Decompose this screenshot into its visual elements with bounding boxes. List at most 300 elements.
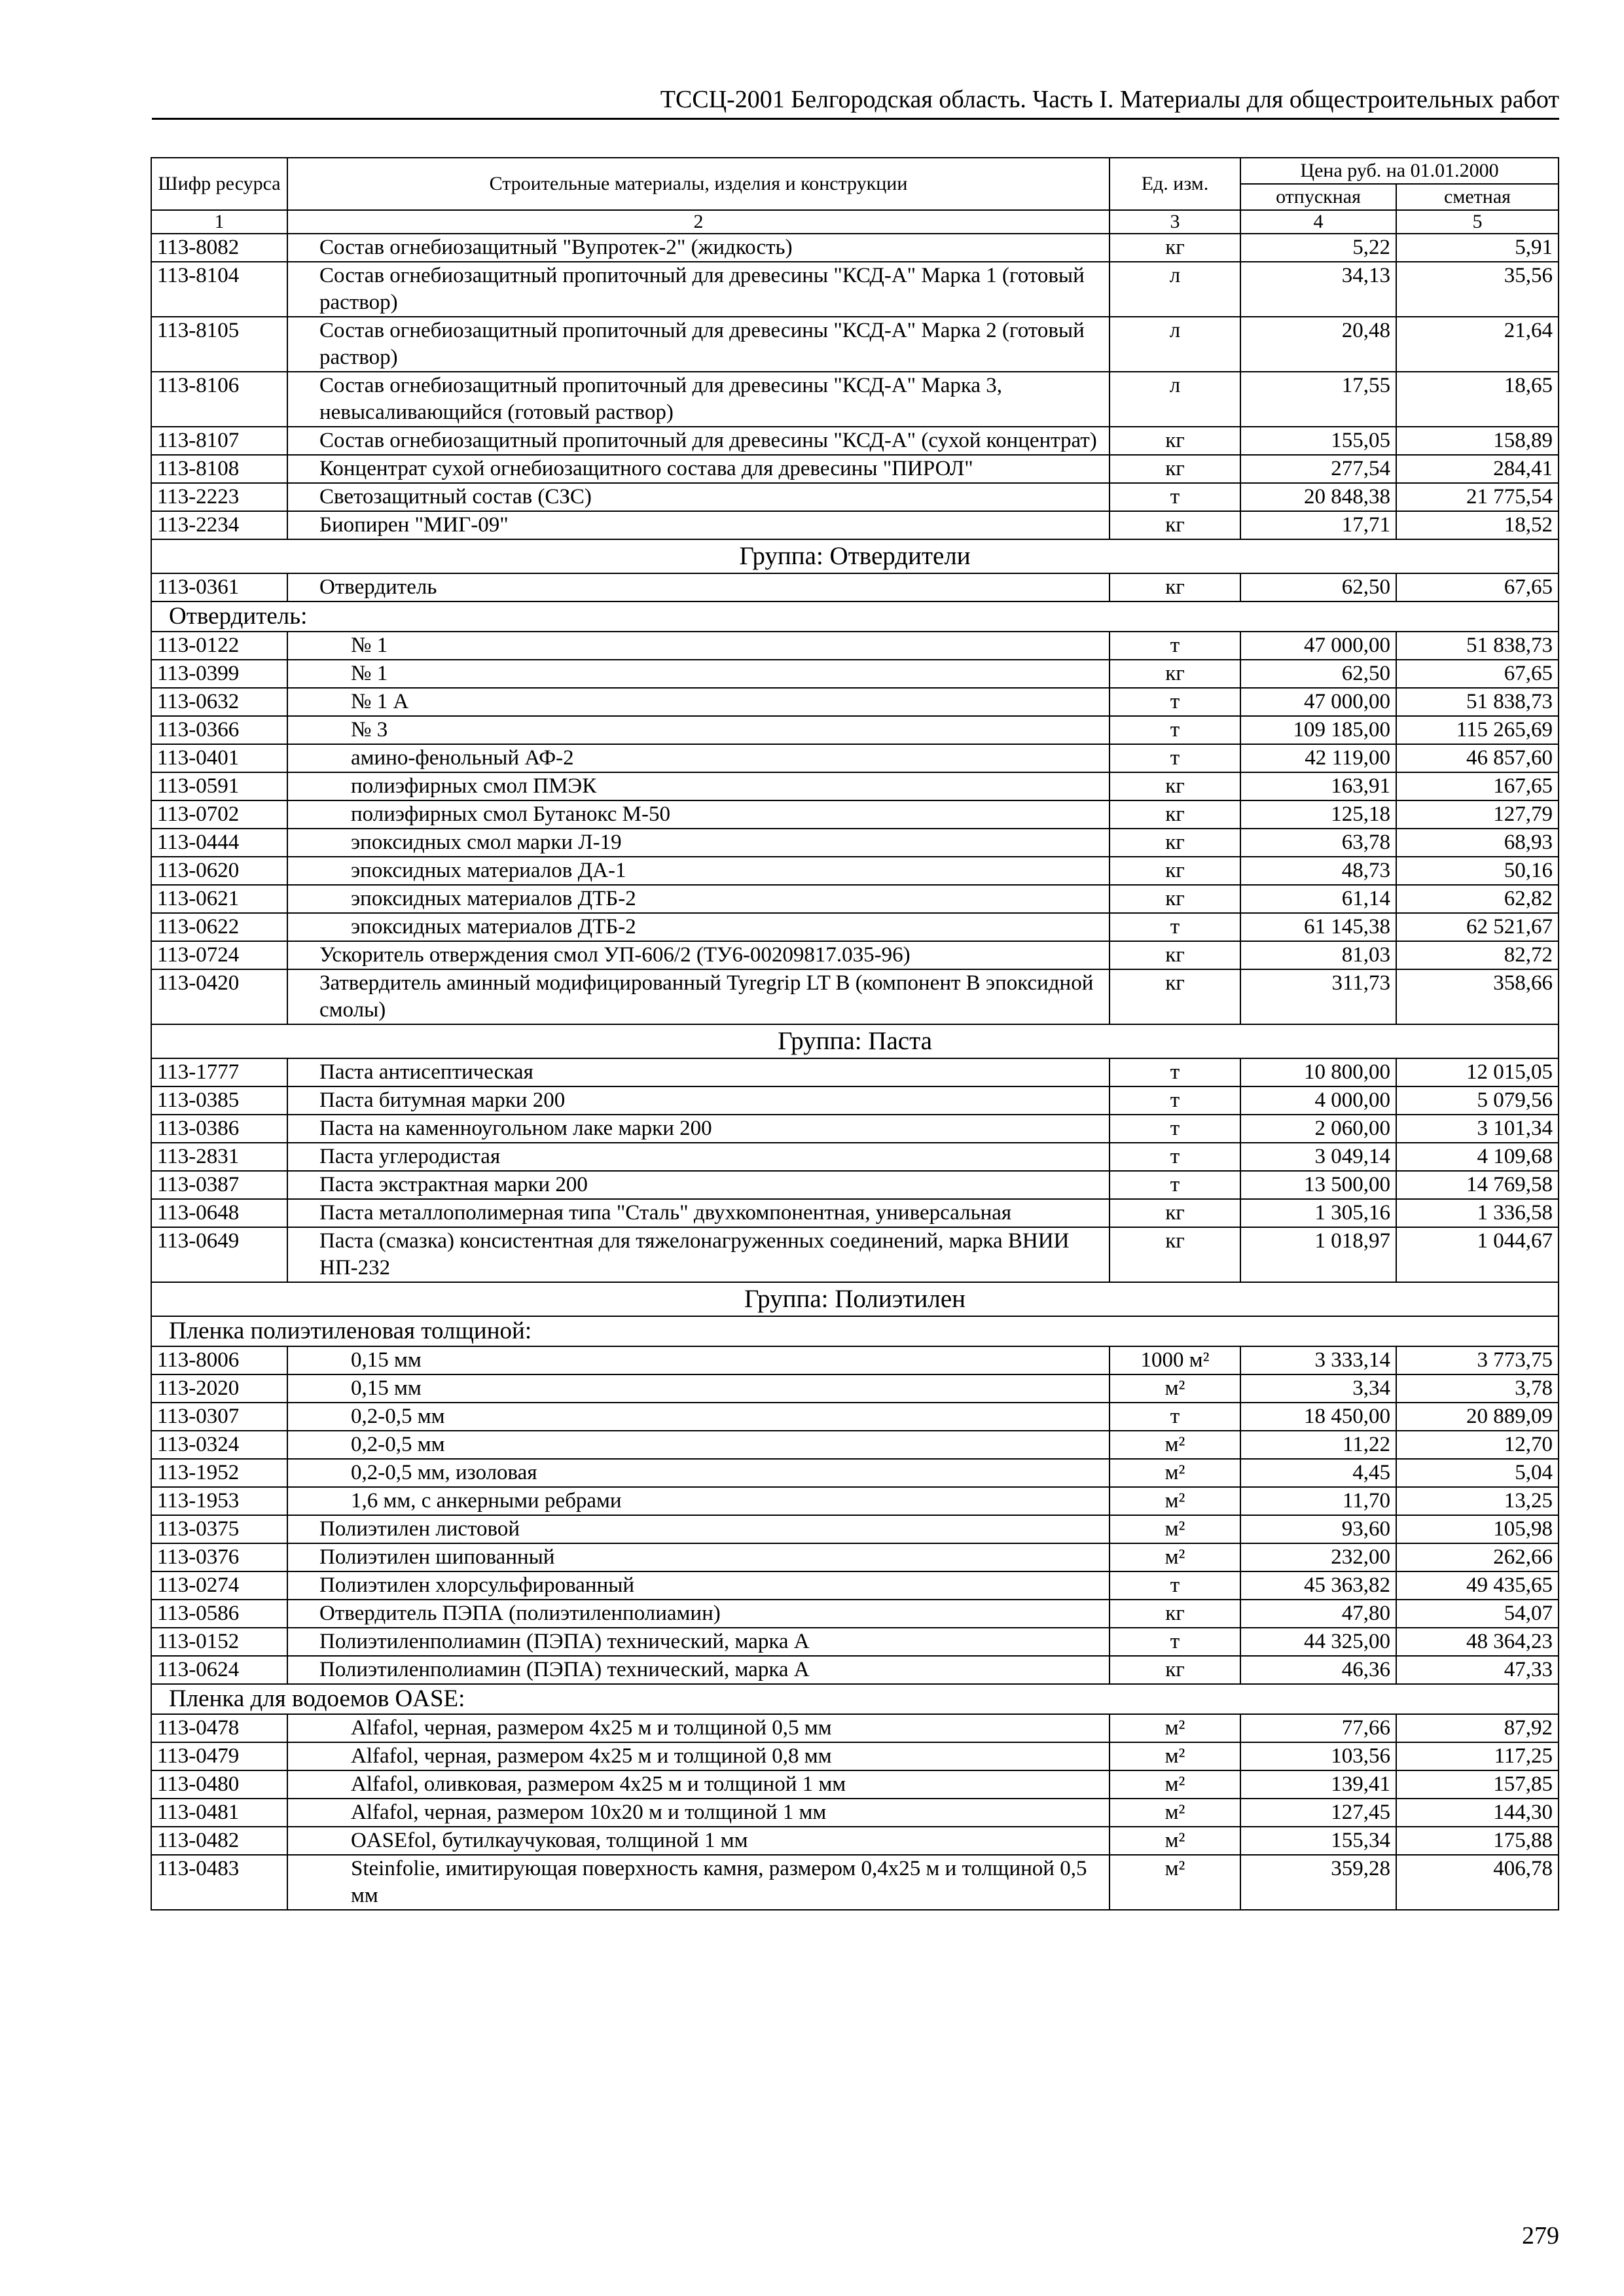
price-estimate-cell: 4 109,68 [1396,1143,1559,1171]
material-name-cell: Состав огнебиозащитный пропиточный для древесины "КСД-А" Марка 3, невысаливающийся (готовый раствор) [287,372,1110,427]
resource-code-cell: 113-0366 [151,716,287,744]
resource-code-cell: 113-0621 [151,885,287,913]
price-release-cell: 109 185,00 [1240,716,1396,744]
price-release-cell: 61 145,38 [1240,913,1396,941]
unit-cell: м² [1110,1374,1240,1403]
table-row [151,885,1559,913]
resource-code-cell: 113-0622 [151,913,287,941]
group-row [151,539,1559,573]
price-estimate-cell: 62,82 [1396,885,1559,913]
price-release-cell: 62,50 [1240,573,1396,601]
unit-cell: м² [1110,1543,1240,1571]
subgroup-row [151,1316,1559,1346]
unit-cell: л [1110,262,1240,317]
price-release-cell: 77,66 [1240,1714,1396,1742]
material-name-cell: Состав огнебиозащитный пропиточный для древесины "КСД-А" Марка 1 (готовый раствор) [287,262,1110,317]
table-row [151,941,1559,969]
price-release-cell: 63,78 [1240,829,1396,857]
unit-cell: т [1110,1171,1240,1199]
price-estimate-cell: 12,70 [1396,1431,1559,1459]
table-row [151,1199,1559,1227]
table-header [151,158,1559,234]
resource-code-cell: 113-8006 [151,1346,287,1374]
table-row [151,317,1559,372]
price-release-cell: 45 363,82 [1240,1571,1396,1600]
price-estimate-cell: 3,78 [1396,1374,1559,1403]
resource-code-cell: 113-8108 [151,455,287,483]
price-estimate-cell: 87,92 [1396,1714,1559,1742]
resource-code-cell: 113-0307 [151,1403,287,1431]
unit-cell: т [1110,632,1240,660]
table-row [151,573,1559,601]
material-name-cell: 1,6 мм, с анкерными ребрами [287,1487,1110,1515]
price-estimate-cell: 167,65 [1396,772,1559,800]
material-name-cell: Отвердитель [287,573,1110,601]
resource-code-cell: 113-8105 [151,317,287,372]
table-row [151,1515,1559,1543]
unit-cell: т [1110,688,1240,716]
page-header-title: ТССЦ-2001 Белгородская область. Часть I. Материалы для общестроительных работ [152,84,1559,120]
resource-code-cell: 113-0480 [151,1770,287,1799]
price-estimate-cell: 20 889,09 [1396,1403,1559,1431]
price-estimate-cell: 68,93 [1396,829,1559,857]
subgroup-title: Пленка полиэтиленовая толщиной: [151,1316,1559,1346]
price-release-cell: 44 325,00 [1240,1628,1396,1656]
price-estimate-cell: 358,66 [1396,969,1559,1024]
price-estimate-cell: 48 364,23 [1396,1628,1559,1656]
material-name-cell: Полиэтилен хлорсульфированный [287,1571,1110,1600]
table-row [151,1086,1559,1115]
material-name-cell: Полиэтиленполиамин (ПЭПА) технический, марка А [287,1656,1110,1684]
price-estimate-cell: 13,25 [1396,1487,1559,1515]
table-row [151,1227,1559,1282]
table-row [151,455,1559,483]
table-row [151,632,1559,660]
group-title: Группа: Отвердители [151,539,1559,573]
material-name-cell: Паста экстрактная марки 200 [287,1171,1110,1199]
unit-cell: кг [1110,427,1240,455]
unit-cell: кг [1110,511,1240,539]
price-estimate-cell: 54,07 [1396,1600,1559,1628]
price-estimate-cell: 175,88 [1396,1827,1559,1855]
price-estimate-cell: 21,64 [1396,317,1559,372]
price-release-cell: 20,48 [1240,317,1396,372]
table-row [151,1346,1559,1374]
table-row [151,1742,1559,1770]
price-release-cell: 10 800,00 [1240,1058,1396,1086]
table-row [151,1487,1559,1515]
material-name-cell: полиэфирных смол Бутанокс М-50 [287,800,1110,829]
table-row [151,1799,1559,1827]
table-row [151,1770,1559,1799]
resource-code-cell: 113-0376 [151,1543,287,1571]
price-estimate-cell: 117,25 [1396,1742,1559,1770]
unit-cell: т [1110,1058,1240,1086]
table-row [151,1600,1559,1628]
resource-code-cell: 113-0386 [151,1115,287,1143]
page-number: 279 [1522,2222,1559,2250]
unit-cell: т [1110,1115,1240,1143]
price-release-cell: 48,73 [1240,857,1396,885]
price-estimate-cell: 1 044,67 [1396,1227,1559,1282]
unit-cell: кг [1110,829,1240,857]
resource-code-cell: 113-0399 [151,660,287,688]
material-name-cell: 0,15 мм [287,1374,1110,1403]
unit-cell: м² [1110,1487,1240,1515]
unit-cell: т [1110,1143,1240,1171]
material-name-cell: Полиэтилен листовой [287,1515,1110,1543]
resource-code-cell: 113-0375 [151,1515,287,1543]
subgroup-title: Пленка для водоемов OASE: [151,1684,1559,1714]
resource-code-cell: 113-0444 [151,829,287,857]
unit-cell: кг [1110,1656,1240,1684]
resource-code-cell: 113-8104 [151,262,287,317]
price-release-cell: 11,22 [1240,1431,1396,1459]
price-release-cell: 93,60 [1240,1515,1396,1543]
material-name-cell: Паста на каменноугольном лаке марки 200 [287,1115,1110,1143]
price-release-cell: 20 848,38 [1240,483,1396,511]
unit-cell: м² [1110,1827,1240,1855]
unit-cell: м² [1110,1742,1240,1770]
table-row [151,857,1559,885]
group-title: Группа: Паста [151,1024,1559,1058]
unit-cell: т [1110,1403,1240,1431]
price-estimate-cell: 5,91 [1396,234,1559,262]
resource-code-cell: 113-0632 [151,688,287,716]
price-estimate-cell: 5 079,56 [1396,1086,1559,1115]
price-estimate-cell: 115 265,69 [1396,716,1559,744]
table-row [151,829,1559,857]
material-name-cell: эпоксидных смол марки Л-19 [287,829,1110,857]
table-row [151,511,1559,539]
table-row [151,772,1559,800]
price-estimate-cell: 47,33 [1396,1656,1559,1684]
unit-cell: м² [1110,1770,1240,1799]
table-row [151,1459,1559,1487]
material-name-cell: Светозащитный состав (СЗС) [287,483,1110,511]
unit-cell: кг [1110,660,1240,688]
material-name-cell: № 1 А [287,688,1110,716]
material-name-cell: 0,15 мм [287,1346,1110,1374]
resource-code-cell: 113-0482 [151,1827,287,1855]
table-row [151,969,1559,1024]
table-body [151,234,1559,1910]
unit-cell: кг [1110,1227,1240,1282]
resource-code-cell: 113-1952 [151,1459,287,1487]
resource-code-cell: 113-1777 [151,1058,287,1086]
unit-cell: кг [1110,455,1240,483]
price-release-cell: 18 450,00 [1240,1403,1396,1431]
price-release-cell: 359,28 [1240,1855,1396,1910]
price-release-cell: 47,80 [1240,1600,1396,1628]
price-estimate-cell: 82,72 [1396,941,1559,969]
price-release-cell: 4,45 [1240,1459,1396,1487]
material-name-cell: Паста битумная марки 200 [287,1086,1110,1115]
resource-code-cell: 113-0478 [151,1714,287,1742]
price-release-cell: 13 500,00 [1240,1171,1396,1199]
unit-cell: т [1110,483,1240,511]
resource-code-cell: 113-0152 [151,1628,287,1656]
price-release-cell: 81,03 [1240,941,1396,969]
table-row [151,234,1559,262]
price-release-cell: 155,05 [1240,427,1396,455]
material-name-cell: Паста металлополимерная типа "Сталь" двухкомпонентная, универсальная [287,1199,1110,1227]
unit-cell: т [1110,1086,1240,1115]
price-release-cell: 47 000,00 [1240,688,1396,716]
unit-cell: т [1110,1628,1240,1656]
price-release-cell: 46,36 [1240,1656,1396,1684]
resource-code-cell: 113-0649 [151,1227,287,1282]
price-release-cell: 1 018,97 [1240,1227,1396,1282]
table-row [151,744,1559,772]
col-number: 1 [151,210,287,234]
price-estimate-cell: 14 769,58 [1396,1171,1559,1199]
price-estimate-cell: 62 521,67 [1396,913,1559,941]
price-release-cell: 17,55 [1240,372,1396,427]
price-estimate-cell: 18,65 [1396,372,1559,427]
resource-code-cell: 113-0274 [151,1571,287,1600]
resource-code-cell: 113-2223 [151,483,287,511]
price-estimate-cell: 3 101,34 [1396,1115,1559,1143]
material-name-cell: Состав огнебиозащитный пропиточный для древесины "КСД-А" (сухой концентрат) [287,427,1110,455]
price-estimate-cell: 1 336,58 [1396,1199,1559,1227]
unit-cell: л [1110,317,1240,372]
price-release-cell: 127,45 [1240,1799,1396,1827]
table-row [151,1827,1559,1855]
material-name-cell: OASEfol, бутилкаучуковая, толщиной 1 мм [287,1827,1110,1855]
resource-code-cell: 113-0420 [151,969,287,1024]
material-name-cell: Ускоритель отверждения смол УП-606/2 (ТУ6-00209817.035-96) [287,941,1110,969]
material-name-cell: 0,2-0,5 мм [287,1431,1110,1459]
price-table [151,157,1559,1910]
material-name-cell: Alfafol, черная, размером 4х25 м и толщиной 0,5 мм [287,1714,1110,1742]
price-release-cell: 311,73 [1240,969,1396,1024]
material-name-cell: 0,2-0,5 мм, изоловая [287,1459,1110,1487]
resource-code-cell: 113-0620 [151,857,287,885]
material-name-cell: № 1 [287,632,1110,660]
table-row [151,483,1559,511]
table-row [151,1543,1559,1571]
resource-code-cell: 113-0586 [151,1600,287,1628]
unit-cell: кг [1110,800,1240,829]
unit-cell: кг [1110,234,1240,262]
material-name-cell: эпоксидных материалов ДТБ-2 [287,913,1110,941]
unit-cell: м² [1110,1855,1240,1910]
unit-cell: кг [1110,772,1240,800]
price-estimate-cell: 406,78 [1396,1855,1559,1910]
price-release-cell: 3,34 [1240,1374,1396,1403]
table-row [151,1143,1559,1171]
material-name-cell: Паста антисептическая [287,1058,1110,1086]
price-estimate-cell: 262,66 [1396,1543,1559,1571]
price-release-cell: 277,54 [1240,455,1396,483]
resource-code-cell: 113-0385 [151,1086,287,1115]
subgroup-row [151,601,1559,632]
material-name-cell: № 1 [287,660,1110,688]
table-row [151,1714,1559,1742]
resource-code-cell: 113-0401 [151,744,287,772]
resource-code-cell: 113-0724 [151,941,287,969]
material-name-cell: 0,2-0,5 мм [287,1403,1110,1431]
col-header-price-estimate: сметная [1396,184,1559,210]
price-release-cell: 42 119,00 [1240,744,1396,772]
table-row [151,1403,1559,1431]
resource-code-cell: 113-0624 [151,1656,287,1684]
resource-code-cell: 113-0702 [151,800,287,829]
price-estimate-cell: 67,65 [1396,660,1559,688]
table-row [151,660,1559,688]
table-row [151,427,1559,455]
table-row [151,913,1559,941]
price-release-cell: 47 000,00 [1240,632,1396,660]
material-name-cell: Alfafol, черная, размером 10х20 м и толщиной 1 мм [287,1799,1110,1827]
material-name-cell: эпоксидных материалов ДА-1 [287,857,1110,885]
unit-cell: кг [1110,1199,1240,1227]
price-estimate-cell: 12 015,05 [1396,1058,1559,1086]
material-name-cell: Alfafol, черная, размером 4х25 м и толщиной 0,8 мм [287,1742,1110,1770]
price-release-cell: 103,56 [1240,1742,1396,1770]
unit-cell: т [1110,1571,1240,1600]
table-row [151,688,1559,716]
material-name-cell: полиэфирных смол ПМЭК [287,772,1110,800]
resource-code-cell: 113-0122 [151,632,287,660]
table-row [151,1115,1559,1143]
resource-code-cell: 113-0361 [151,573,287,601]
price-release-cell: 2 060,00 [1240,1115,1396,1143]
group-row [151,1282,1559,1316]
table-row [151,1855,1559,1910]
resource-code-cell: 113-0481 [151,1799,287,1827]
unit-cell: м² [1110,1515,1240,1543]
price-release-cell: 17,71 [1240,511,1396,539]
price-estimate-cell: 5,04 [1396,1459,1559,1487]
price-estimate-cell: 158,89 [1396,427,1559,455]
material-name-cell: Полиэтиленполиамин (ПЭПА) технический, марка А [287,1628,1110,1656]
col-header-price-release: отпускная [1240,184,1396,210]
material-name-cell: Концентрат сухой огнебиозащитного состава для древесины "ПИРОЛ" [287,455,1110,483]
table-row [151,1656,1559,1684]
unit-cell: м² [1110,1714,1240,1742]
material-name-cell: эпоксидных материалов ДТБ-2 [287,885,1110,913]
resource-code-cell: 113-0591 [151,772,287,800]
resource-code-cell: 113-2234 [151,511,287,539]
col-header-price-group: Цена руб. на 01.01.2000 [1240,158,1559,184]
material-name-cell: Биопирен "МИГ-09" [287,511,1110,539]
resource-code-cell: 113-1953 [151,1487,287,1515]
unit-cell: кг [1110,857,1240,885]
price-release-cell: 1 305,16 [1240,1199,1396,1227]
resource-code-cell: 113-8082 [151,234,287,262]
unit-cell: т [1110,913,1240,941]
resource-code-cell: 113-0324 [151,1431,287,1459]
resource-code-cell: 113-2020 [151,1374,287,1403]
unit-cell: кг [1110,885,1240,913]
unit-cell: м² [1110,1799,1240,1827]
unit-cell: кг [1110,1600,1240,1628]
unit-cell: л [1110,372,1240,427]
resource-code-cell: 113-8107 [151,427,287,455]
unit-cell: т [1110,744,1240,772]
price-estimate-cell: 35,56 [1396,262,1559,317]
subgroup-title: Отвердитель: [151,601,1559,632]
material-name-cell: Состав огнебиозащитный "Вупротек-2" (жидкость) [287,234,1110,262]
material-name-cell: Состав огнебиозащитный пропиточный для древесины "КСД-А" Марка 2 (готовый раствор) [287,317,1110,372]
material-name-cell: № 3 [287,716,1110,744]
subgroup-row [151,1684,1559,1714]
material-name-cell: Паста углеродистая [287,1143,1110,1171]
price-estimate-cell: 51 838,73 [1396,632,1559,660]
price-release-cell: 61,14 [1240,885,1396,913]
group-title: Группа: Полиэтилен [151,1282,1559,1316]
unit-cell: кг [1110,969,1240,1024]
resource-code-cell: 113-0483 [151,1855,287,1910]
material-name-cell: Alfafol, оливковая, размером 4х25 м и толщиной 1 мм [287,1770,1110,1799]
price-release-cell: 125,18 [1240,800,1396,829]
unit-cell: м² [1110,1459,1240,1487]
price-release-cell: 163,91 [1240,772,1396,800]
table-row [151,372,1559,427]
unit-cell: т [1110,716,1240,744]
table-row [151,1171,1559,1199]
price-release-cell: 3 049,14 [1240,1143,1396,1171]
material-name-cell: Полиэтилен шипованный [287,1543,1110,1571]
col-number: 3 [1110,210,1240,234]
price-estimate-cell: 144,30 [1396,1799,1559,1827]
unit-cell: 1000 м² [1110,1346,1240,1374]
price-estimate-cell: 50,16 [1396,857,1559,885]
price-estimate-cell: 3 773,75 [1396,1346,1559,1374]
price-release-cell: 5,22 [1240,234,1396,262]
col-number: 2 [287,210,1110,234]
material-name-cell: Паста (смазка) консистентная для тяжелонагруженных соединений, марка ВНИИ НП-232 [287,1227,1110,1282]
resource-code-cell: 113-0387 [151,1171,287,1199]
price-release-cell: 34,13 [1240,262,1396,317]
unit-cell: кг [1110,573,1240,601]
price-release-cell: 155,34 [1240,1827,1396,1855]
material-name-cell: амино-фенольный АФ-2 [287,744,1110,772]
col-number: 4 [1240,210,1396,234]
resource-code-cell: 113-8106 [151,372,287,427]
price-estimate-cell: 49 435,65 [1396,1571,1559,1600]
price-release-cell: 11,70 [1240,1487,1396,1515]
price-estimate-cell: 51 838,73 [1396,688,1559,716]
unit-cell: кг [1110,941,1240,969]
price-release-cell: 139,41 [1240,1770,1396,1799]
resource-code-cell: 113-0479 [151,1742,287,1770]
resource-code-cell: 113-0648 [151,1199,287,1227]
unit-cell: м² [1110,1431,1240,1459]
col-header-name: Строительные материалы, изделия и конструкции [287,158,1110,210]
table-row [151,262,1559,317]
col-header-code: Шифр ресурса [151,158,287,210]
material-name-cell: Отвердитель ПЭПА (полиэтиленполиамин) [287,1600,1110,1628]
price-release-cell: 3 333,14 [1240,1346,1396,1374]
price-release-cell: 62,50 [1240,660,1396,688]
group-row [151,1024,1559,1058]
price-estimate-cell: 105,98 [1396,1515,1559,1543]
price-estimate-cell: 157,85 [1396,1770,1559,1799]
col-number: 5 [1396,210,1559,234]
price-estimate-cell: 67,65 [1396,573,1559,601]
col-header-unit: Ед. изм. [1110,158,1240,210]
price-release-cell: 4 000,00 [1240,1086,1396,1115]
price-estimate-cell: 21 775,54 [1396,483,1559,511]
resource-code-cell: 113-2831 [151,1143,287,1171]
price-release-cell: 232,00 [1240,1543,1396,1571]
table-row [151,1571,1559,1600]
table-row [151,1431,1559,1459]
material-name-cell: Затвердитель аминный модифицированный Tyregrip LT B (компонент B эпоксидной смолы) [287,969,1110,1024]
